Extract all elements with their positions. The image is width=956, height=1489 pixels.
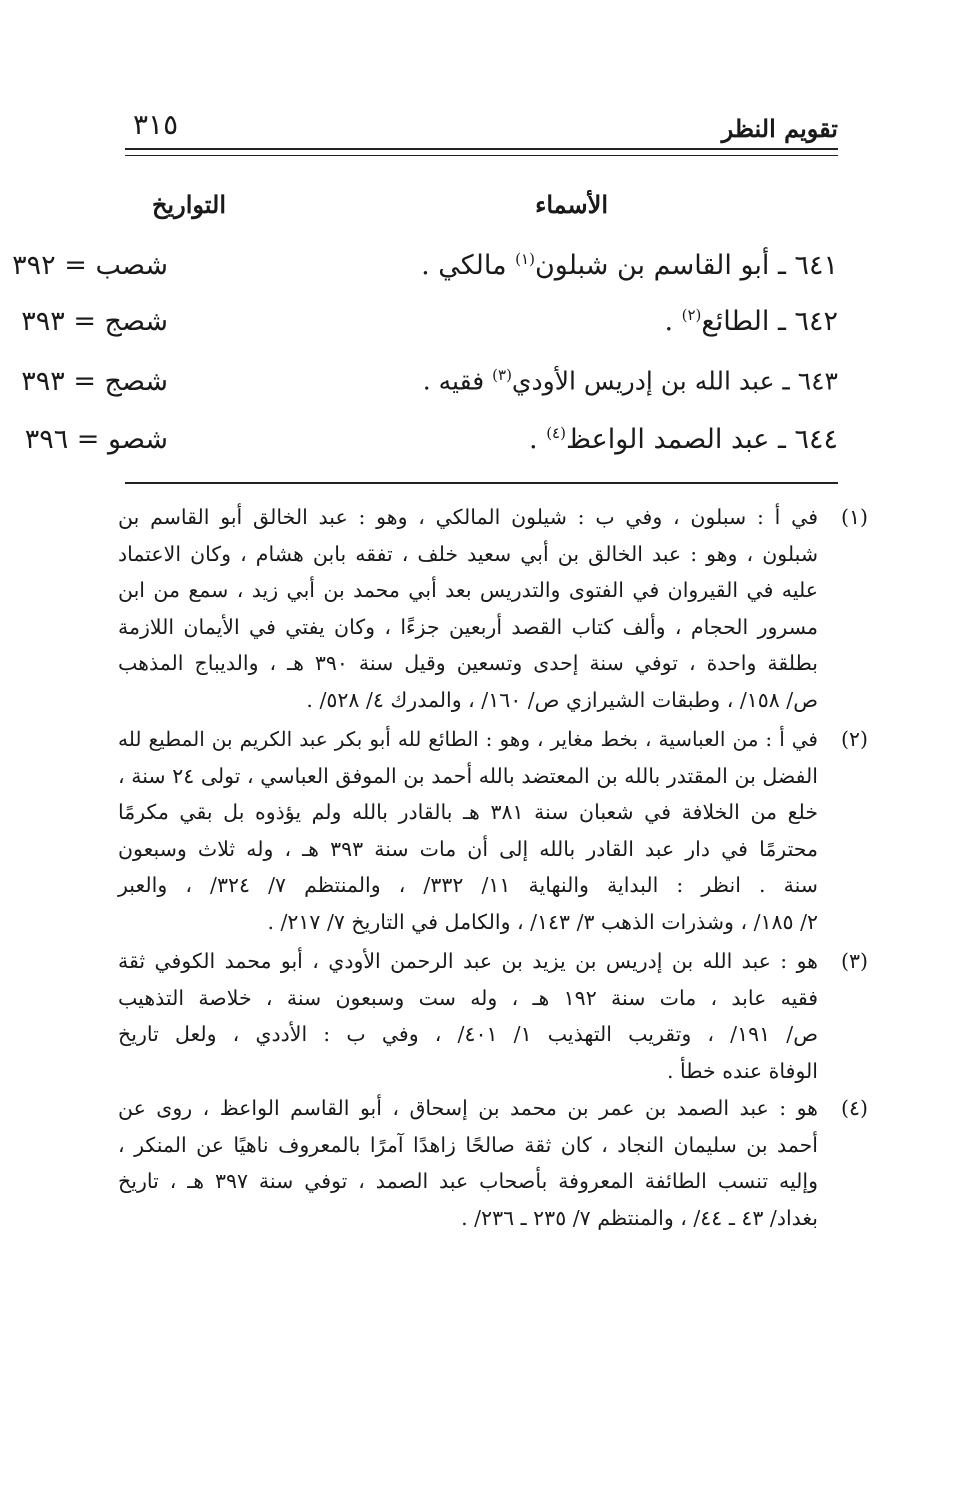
- footnote-line: عليه في القيروان في الفتوى والتدريس بعد أبي محمد بن أبي زيد ، سمع من ابن: [118, 578, 818, 603]
- footnote-line: خلع من الخلافة في شعبان سنة ٣٨١ هـ بالقادر بالله ولم يؤذوه بل بقي مكرمًا: [118, 800, 818, 825]
- footnote-line: بطلقة واحدة ، توفي سنة إحدى وتسعين وقيل سنة ٣٩٠ هـ ، والديباج المذهب: [118, 651, 819, 676]
- footnote-line: محترمًا في دار عبد القادر بالله إلى أن مات سنة ٣٩٣ هـ ، وله ثلاث وسبعون: [118, 836, 819, 861]
- entry-name: ٦٤٢ ـ الطائع$^{(٢)}$ .: [664, 306, 838, 337]
- footnote-3: [118, 943, 868, 1089]
- header-rule: [125, 148, 838, 156]
- footnote-1: [118, 499, 868, 719]
- entry-date: شصج = ٣٩٣: [21, 366, 168, 397]
- footnote-4: [118, 1090, 868, 1236]
- entry-date: شصو = ٣٩٦: [24, 424, 168, 455]
- footnote-ref: (٢): [681, 306, 702, 324]
- footnote-line: الفضل بن المقتدر بالله بن المعتضد بالله أحمد بن الموفق العباسي ، تولى ٢٤ سنة ،: [118, 763, 818, 788]
- running-header: [125, 108, 838, 148]
- entry-row: [21, 306, 838, 354]
- entry-row: [24, 424, 838, 472]
- footnote-line: هو : عبد الصمد بن عمر بن محمد بن إسحاق ، أبو القاسم الواعظ ، روى عن: [118, 1096, 818, 1120]
- entry-date: شصب = ٣٩٢: [12, 250, 168, 281]
- footnote-number: (٤): [840, 1096, 868, 1120]
- column-header-dates: التواريخ: [151, 190, 226, 219]
- footnote-line: الوفاة عنده خطأ .: [666, 1058, 818, 1083]
- footnote-2: [118, 721, 868, 941]
- footnote-line: ص/ ١٩١/ ، وتقريب التهذيب ١/ ٤٠١/ ، وفي ب : الأددي ، ولعل تاريخ: [118, 1022, 818, 1047]
- footnote-line: مسرور الحجام ، وألف كتاب القصد أربعين جزءًا ، وكان يفتي في الأيمان اللازمة: [118, 614, 818, 639]
- footnote-line: سنة . انظر : البداية والنهاية ١١/ ٣٣٢/ ، والمنتظم ٧/ ٣٢٤/ ، والعبر: [118, 873, 818, 898]
- footnote-line: شبلون ، وهو : عبد الخالق بن أبي سعيد خلف ، تفقه بابن هشام ، وكان الاعتماد: [118, 541, 818, 566]
- footnote-line: ص/ ١٥٨/ ، وطبقات الشيرازي ص/ ١٦٠/ ، والمدرك ٤/ ٥٢٨/ .: [306, 687, 818, 712]
- footnote-number: (٣): [840, 949, 868, 973]
- entry-row: [21, 366, 838, 414]
- footnote-line: ٢/ ١٨٥/ ، وشذرات الذهب ٣/ ١٤٣/ ، والكامل في التاريخ ٧/ ٢١٧/ .: [267, 909, 818, 934]
- header-title: تقويم النظر: [721, 114, 838, 143]
- entry-name: ٦٤٤ ـ عبد الصمد الواعظ$^{(٤)}$ .: [529, 424, 838, 455]
- footnote-line: في أ : من العباسية ، بخط مغاير ، وهو : الطائع لله أبو بكر عبد الكريم بن المطيع لله: [118, 727, 818, 751]
- footnote-line: فقيه عابد ، مات سنة ١٩٢ هـ ، وله ست وسبعون سنة ، خلاصة التذهيب: [118, 985, 819, 1010]
- entry-name: ٦٤١ ـ أبو القاسم بن شبلون$^{(١)}$ مالكي .: [421, 250, 838, 281]
- page-number: ٣١٥: [133, 108, 179, 141]
- footnote-ref: (٣): [492, 366, 512, 384]
- footnote-number: (٢): [840, 727, 868, 751]
- footnote-separator: [125, 482, 838, 484]
- footnote-ref: (١): [515, 250, 535, 268]
- column-header-names: الأسماء: [535, 190, 608, 219]
- footnote-line: في أ : سبلون ، وفي ب : شيلون المالكي ، وهو : عبد الخالق أبو القاسم بن: [118, 505, 818, 529]
- footnote-line: أحمد بن سليمان النجاد ، كان ثقة صالحًا زاهدًا آمرًا بالمعروف ناهيًا عن المنكر ،: [118, 1132, 818, 1157]
- footnote-line: هو : عبد الله بن إدريس بن يزيد بن عبد الرحمن الأودي ، أبو محمد الكوفي ثقة: [118, 949, 818, 973]
- entry-row: [12, 250, 838, 298]
- entry-name: ٦٤٣ ـ عبد الله بن إدريس الأودي$^{(٣)}$ فقيه .: [422, 366, 838, 396]
- entry-date: شصج = ٣٩٣: [21, 306, 168, 337]
- footnote-line: وإليه تنسب الطائفة المعروفة بأصحاب عبد الصمد ، توفي سنة ٣٩٧ هـ ، تاريخ: [118, 1169, 819, 1194]
- footnote-line: بغداد/ ٤٣ ـ ٤٤/ ، والمنتظم ٧/ ٢٣٥ ـ ٢٣٦/ .: [461, 1205, 818, 1230]
- footnote-number: (١): [840, 505, 868, 529]
- footnote-ref: (٤): [546, 424, 566, 442]
